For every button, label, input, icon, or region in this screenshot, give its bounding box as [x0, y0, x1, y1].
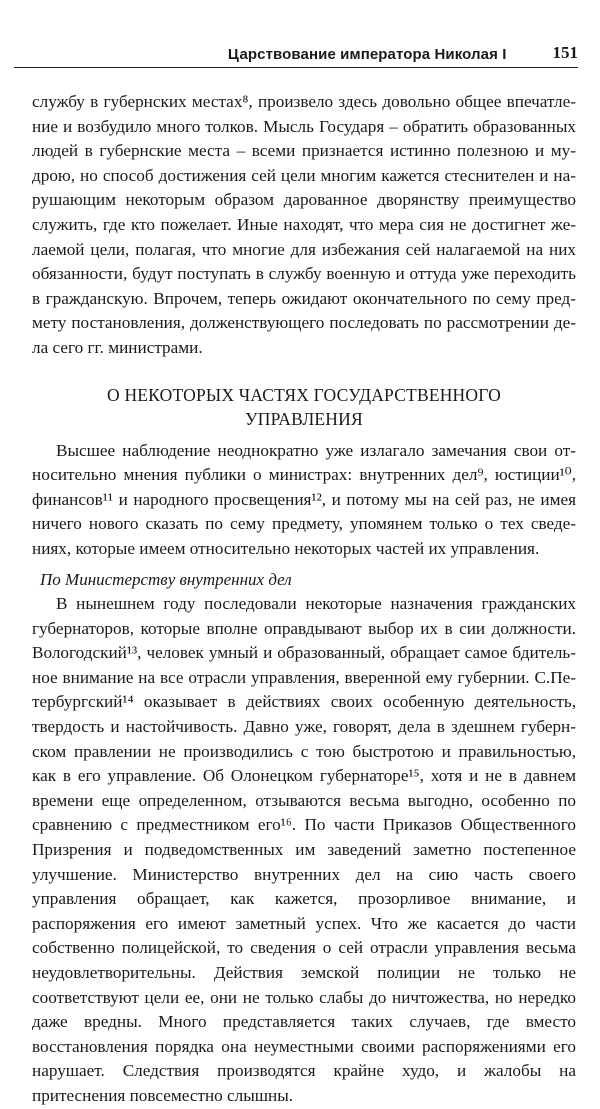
- page-number: 151: [552, 43, 578, 62]
- page-content: [32, 90, 576, 1109]
- section-heading: [32, 383, 576, 431]
- paragraph-ministers: Высшее наблюдение неоднократно уже излагало замечания свои относительно мнения публики о министрах: внутренних дел⁹, юстиции¹⁰, финансов¹¹ и народного просвещения¹², и потому мы на сей раз, не имея ничего нового сказать по сему предмету, упомянем только о тех сведениях, которые имеем относительно некоторых частей их управления.: [32, 440, 576, 558]
- section-heading-line-1: О НЕКОТОРЫХ ЧАСТЯХ ГОСУДАРСТВЕННОГО: [107, 384, 501, 405]
- paragraph-interior-ministry: В нынешнем году последовали некоторые назначения гражданских губернаторов, которые вполне оправдывают выбор их в сии должности. Вологодский¹³, человек умный и образованный, обращает самое бдительное внимание на все отрасли управления, вверенной ему губернии. С.Петербургский¹⁴ оказывает в действиях своих особенную деятельность, твердость и настойчивость. Давно уже, говорят, дела в здешнем губернском правлении не производились с тою быстротою и правильностью, как в его управление. Об Олонецком губернаторе¹⁵, хотя и не в давнем времени еще определенном, отзываются весьма выгодно, особенно по сравнению с предместником его¹⁶. По части Приказов Общественного Призрения и подведомственных им заведений заметно постепенное улучшение. Министерство внутренних дел на сию часть своего управления обращает, как кажется, прозорливое внимание, и распоряжения его имеют заметный успех. Что же касается до части собственно полицейской, то сведения о сей отрасли управления весьма неудовлетворительны. Действия земской полиции не только не соответствуют цели ее, они не только слабы до ничтожества, но нередко даже вредны. Много представляется таких случаев, где вместо восстановления порядка она неуместными своими распоряжениями его нарушает. Следствия производятся крайне худо, и жалобы на притеснения повсеместно слышны.: [32, 594, 576, 1105]
- paragraph-continuation: службу в губернских местах⁸, произвело здесь довольно общее впечатление и возбудило много толков. Мысль Государя – обратить образованных людей в губернские места – всеми признается истинно полезною и мудрою, но способ достижения сей цели многим кажется стеснителен и нарушающим некоторым образом дарованное дворянству преимущество служить, где кто пожелает. Иные находят, что мера сия не достигнет желаемой цели, полагая, что многие для избежания сей налагаемой на них обязанности, будут поступать в службу военную и оттуда уже переходить в гражданскую. Впрочем, теперь ожидают окончательного по сему предмету постановления, долженствующего последовать по рассмотрении дела сего гг. министрами.: [32, 92, 576, 357]
- running-header: [14, 42, 578, 68]
- running-header-title: Царствование императора Николая I: [227, 46, 507, 63]
- subsection-heading: По Министерству внутренних дел: [40, 569, 292, 589]
- section-heading-line-2: УПРАВЛЕНИЯ: [245, 408, 363, 429]
